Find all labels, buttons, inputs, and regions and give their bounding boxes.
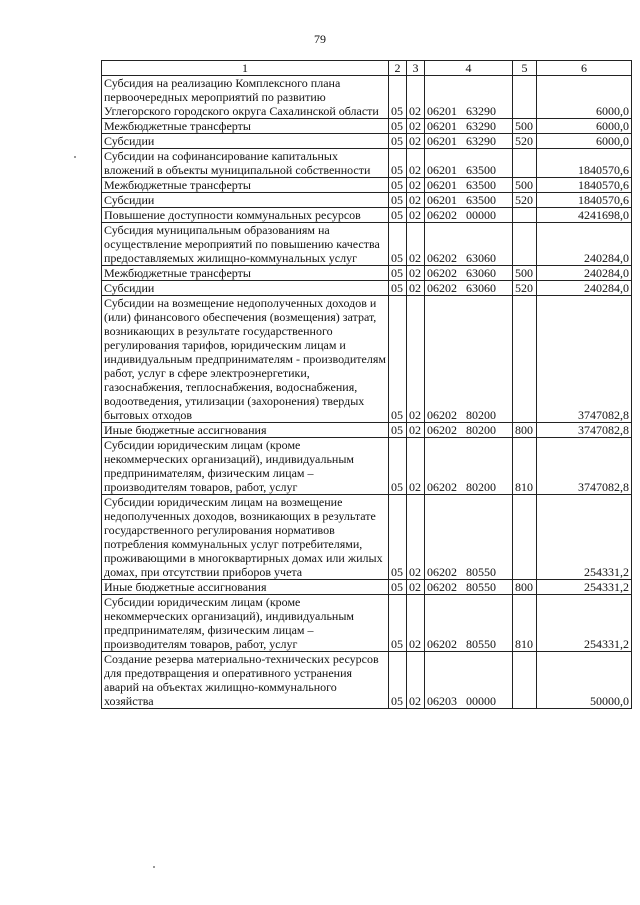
cell-target-article: 06202 80200 (425, 438, 513, 495)
budget-table (101, 60, 632, 709)
table-row (102, 223, 632, 266)
cell-name: Субсидии (102, 281, 389, 296)
cell-amount: 240284,0 (537, 223, 632, 266)
cell-name: Межбюджетные трансферты (102, 266, 389, 281)
cell-expense-type: 520 (513, 193, 537, 208)
cell-amount: 254331,2 (537, 595, 632, 652)
table-row (102, 134, 632, 149)
cell-section: 05 (389, 495, 407, 580)
cell-expense-type: 800 (513, 423, 537, 438)
cell-name: Повышение доступности коммунальных ресурсов (102, 208, 389, 223)
table-row (102, 438, 632, 495)
cell-target-article: 06201 63500 (425, 193, 513, 208)
cell-subsection: 02 (407, 266, 425, 281)
table-row (102, 580, 632, 595)
cell-subsection: 02 (407, 438, 425, 495)
cell-amount: 1840570,6 (537, 193, 632, 208)
cell-section: 05 (389, 149, 407, 178)
cell-section: 05 (389, 281, 407, 296)
scan-speck (74, 156, 76, 158)
cell-section: 05 (389, 652, 407, 709)
cell-subsection: 02 (407, 423, 425, 438)
cell-target-article: 06202 80200 (425, 423, 513, 438)
cell-expense-type: 810 (513, 595, 537, 652)
cell-name: Субсидии (102, 134, 389, 149)
cell-section: 05 (389, 580, 407, 595)
cell-amount: 1840570,6 (537, 149, 632, 178)
cell-section: 05 (389, 438, 407, 495)
table-row (102, 76, 632, 119)
cell-amount: 6000,0 (537, 119, 632, 134)
cell-name: Субсидия на реализацию Комплексного плана первоочередных мероприятий по развитию Углегорского городского округа Сахалинской области (102, 76, 389, 119)
cell-subsection: 02 (407, 652, 425, 709)
cell-name: Межбюджетные трансферты (102, 178, 389, 193)
cell-expense-type: 500 (513, 266, 537, 281)
header-col-2: 2 (389, 61, 407, 76)
cell-name: Создание резерва материально-технических ресурсов для предотвращения и оперативного устранения аварий на объектах жилищно-коммунального хозяйства (102, 652, 389, 709)
header-col-5: 5 (513, 61, 537, 76)
cell-subsection: 02 (407, 134, 425, 149)
cell-amount: 254331,2 (537, 580, 632, 595)
cell-section: 05 (389, 178, 407, 193)
cell-expense-type: 500 (513, 178, 537, 193)
table-row (102, 178, 632, 193)
cell-name: Субсидии на возмещение недополученных доходов и (или) финансового обеспечения (возмещения) затрат, возникающих в результате государственного регулирования тарифов, юридическим лицам и индивидуальным предпринимателям - производителям работ, услуг в сфере электроэнергетики, газоснабжения, теплоснабжения, водоснабжения, водоотведения, утилизации (захоронения) твердых бытовых отходов (102, 296, 389, 423)
cell-name: Субсидии юридическим лицам (кроме некоммерческих организаций), индивидуальным предпринимателям, физическим лицам – производителям товаров, работ, услуг (102, 595, 389, 652)
cell-expense-type (513, 208, 537, 223)
cell-name: Субсидии (102, 193, 389, 208)
cell-expense-type: 500 (513, 119, 537, 134)
cell-target-article: 06202 63060 (425, 266, 513, 281)
cell-expense-type (513, 149, 537, 178)
cell-name: Субсидии юридическим лицам (кроме некоммерческих организаций), индивидуальным предпринимателям, физическим лицам – производителям товаров, работ, услуг (102, 438, 389, 495)
table-row (102, 266, 632, 281)
cell-expense-type: 800 (513, 580, 537, 595)
table-header-row (102, 61, 632, 76)
cell-amount: 4241698,0 (537, 208, 632, 223)
cell-expense-type (513, 76, 537, 119)
table-row (102, 652, 632, 709)
cell-subsection: 02 (407, 595, 425, 652)
table-row (102, 281, 632, 296)
table-row (102, 208, 632, 223)
cell-subsection: 02 (407, 208, 425, 223)
cell-expense-type (513, 652, 537, 709)
cell-subsection: 02 (407, 281, 425, 296)
header-col-1: 1 (102, 61, 389, 76)
cell-amount: 240284,0 (537, 281, 632, 296)
table-row (102, 296, 632, 423)
cell-target-article: 06202 00000 (425, 208, 513, 223)
cell-expense-type (513, 223, 537, 266)
cell-amount: 6000,0 (537, 76, 632, 119)
table-body (102, 61, 632, 709)
cell-name: Субсидия муниципальным образованиям на осуществление мероприятий по повышению качества предоставляемых жилищно-коммунальных услуг (102, 223, 389, 266)
cell-name: Иные бюджетные ассигнования (102, 423, 389, 438)
table-row (102, 193, 632, 208)
cell-subsection: 02 (407, 580, 425, 595)
cell-amount: 3747082,8 (537, 423, 632, 438)
cell-section: 05 (389, 266, 407, 281)
cell-subsection: 02 (407, 149, 425, 178)
cell-target-article: 06202 63060 (425, 223, 513, 266)
cell-target-article: 06201 63290 (425, 134, 513, 149)
cell-name: Межбюджетные трансферты (102, 119, 389, 134)
cell-expense-type (513, 495, 537, 580)
cell-section: 05 (389, 193, 407, 208)
cell-name: Субсидии на софинансирование капитальных вложений в объекты муниципальной собственности (102, 149, 389, 178)
table-row (102, 595, 632, 652)
cell-amount: 240284,0 (537, 266, 632, 281)
cell-target-article: 06202 80550 (425, 595, 513, 652)
cell-target-article: 06202 63060 (425, 281, 513, 296)
header-col-3: 3 (407, 61, 425, 76)
table-row (102, 495, 632, 580)
cell-section: 05 (389, 134, 407, 149)
cell-expense-type (513, 296, 537, 423)
cell-amount: 3747082,8 (537, 296, 632, 423)
header-col-4: 4 (425, 61, 513, 76)
cell-target-article: 06201 63290 (425, 119, 513, 134)
page-number: 79 (314, 32, 326, 46)
cell-amount: 1840570,6 (537, 178, 632, 193)
cell-amount: 3747082,8 (537, 438, 632, 495)
table-row (102, 119, 632, 134)
cell-subsection: 02 (407, 119, 425, 134)
cell-subsection: 02 (407, 223, 425, 266)
cell-section: 05 (389, 76, 407, 119)
cell-section: 05 (389, 423, 407, 438)
cell-section: 05 (389, 296, 407, 423)
cell-subsection: 02 (407, 193, 425, 208)
cell-target-article: 06202 80550 (425, 580, 513, 595)
cell-section: 05 (389, 208, 407, 223)
cell-name: Субсидии юридическим лицам на возмещение недополученных доходов, возникающих в результате государственного регулирования нормативов потребления коммунальных услуг потребителями, проживающими в многоквартирных домах или жилых домах, при отсутствии приборов учета (102, 495, 389, 580)
cell-section: 05 (389, 595, 407, 652)
cell-section: 05 (389, 119, 407, 134)
cell-subsection: 02 (407, 296, 425, 423)
cell-name: Иные бюджетные ассигнования (102, 580, 389, 595)
cell-target-article: 06201 63500 (425, 149, 513, 178)
table-row (102, 423, 632, 438)
cell-target-article: 06202 80550 (425, 495, 513, 580)
header-col-6: 6 (537, 61, 632, 76)
cell-expense-type: 520 (513, 281, 537, 296)
cell-subsection: 02 (407, 178, 425, 193)
cell-amount: 254331,2 (537, 495, 632, 580)
cell-expense-type: 810 (513, 438, 537, 495)
cell-target-article: 06203 00000 (425, 652, 513, 709)
cell-target-article: 06201 63290 (425, 76, 513, 119)
cell-section: 05 (389, 223, 407, 266)
cell-target-article: 06202 80200 (425, 296, 513, 423)
cell-expense-type: 520 (513, 134, 537, 149)
cell-amount: 50000,0 (537, 652, 632, 709)
cell-target-article: 06201 63500 (425, 178, 513, 193)
table-row (102, 149, 632, 178)
scan-speck (153, 866, 155, 868)
cell-amount: 6000,0 (537, 134, 632, 149)
cell-subsection: 02 (407, 495, 425, 580)
cell-subsection: 02 (407, 76, 425, 119)
